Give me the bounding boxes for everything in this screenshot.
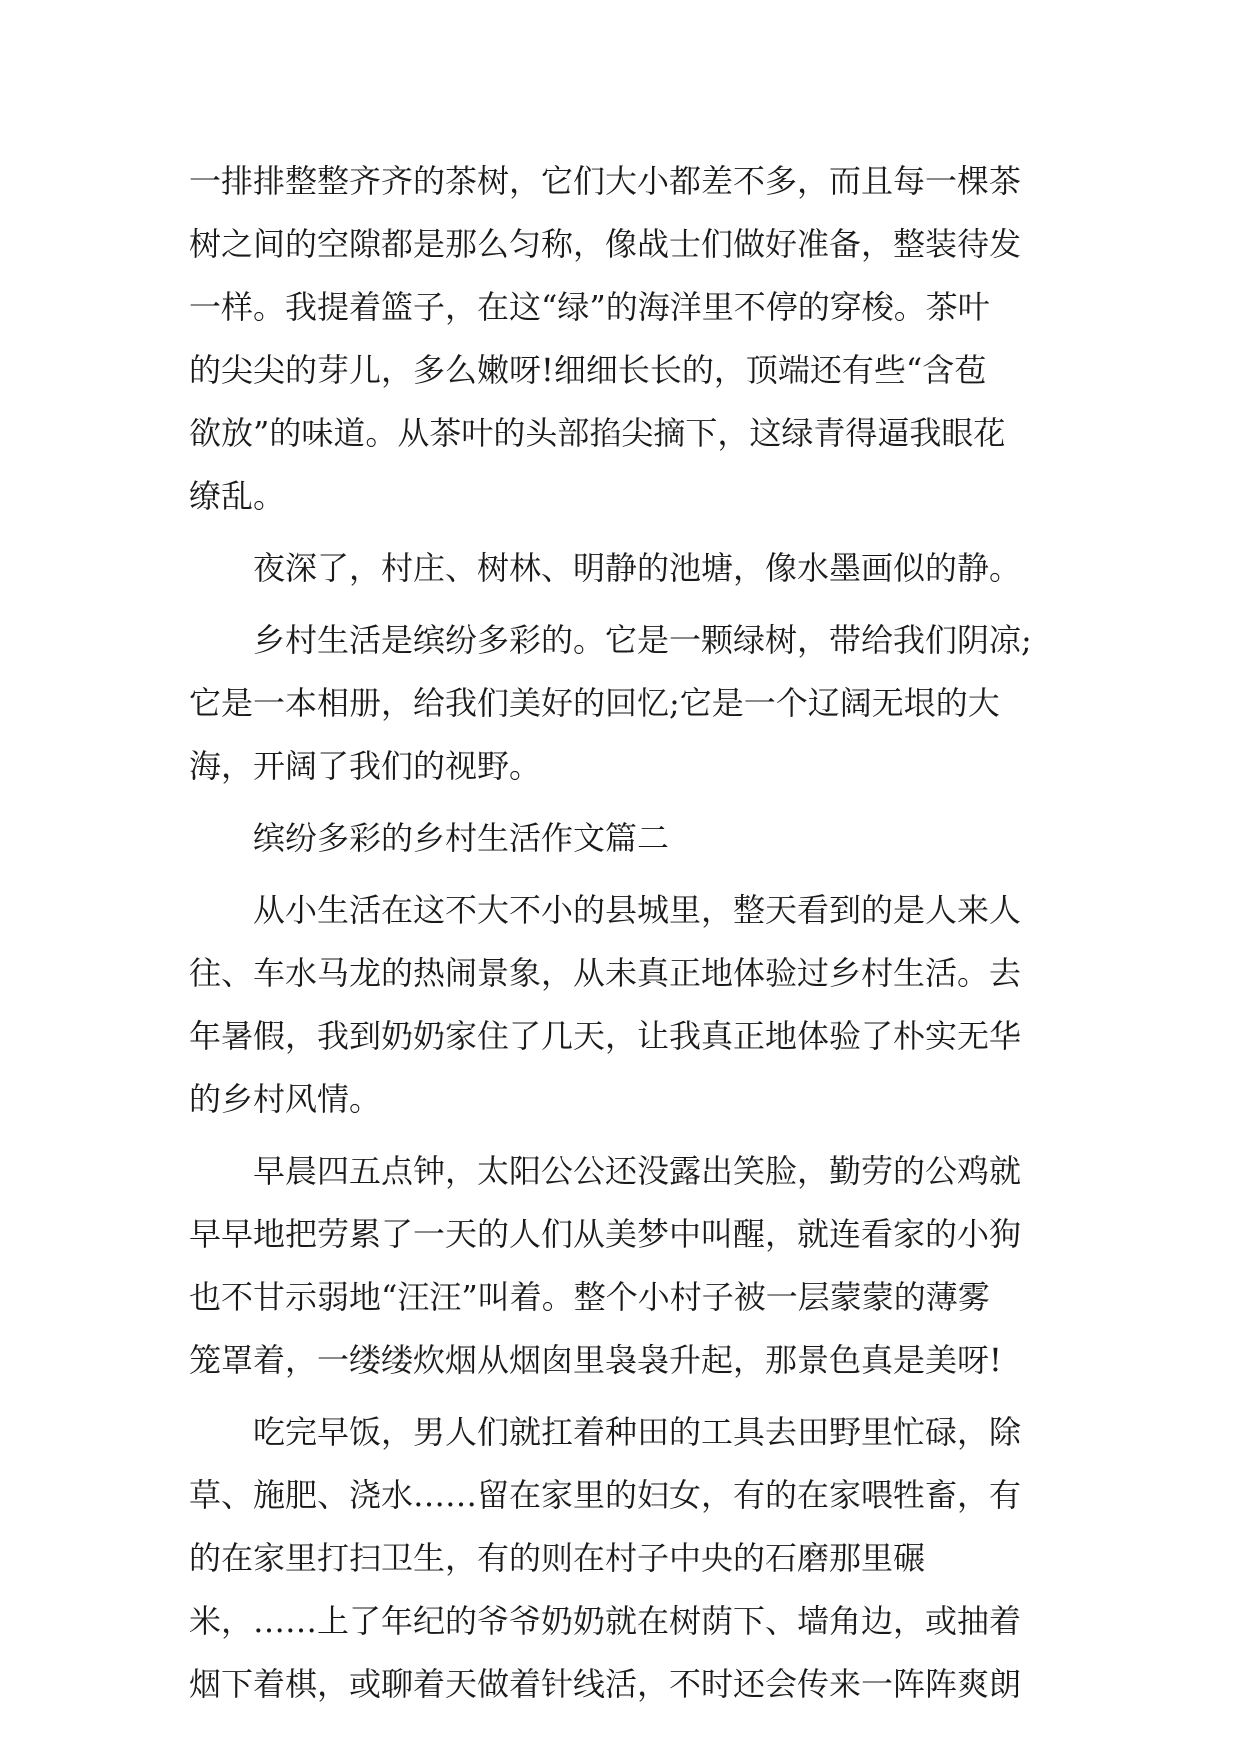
paragraph-line: 早晨四五点钟，太阳公公还没露出笑脸，勤劳的公鸡就 — [253, 1152, 1022, 1190]
paragraph-line: 夜深了，村庄、树林、明静的池塘，像水墨画似的静。 — [253, 549, 1022, 587]
text-line: 一样。我提着篮子，在这“绿”的海洋里不停的穿梭。茶叶 — [189, 288, 990, 326]
text-line: 树之间的空隙都是那么匀称，像战士们做好准备，整装待发 — [189, 225, 1022, 263]
text-line: 也不甘示弱地“汪汪”叫着。整个小村子被一层蒙蒙的薄雾 — [189, 1278, 990, 1316]
text-line: 的乡村风情。 — [189, 1080, 382, 1118]
text-line: 烟下着棋，或聊着天做着针线活，不时还会传来一阵阵爽朗 — [189, 1665, 1022, 1703]
text-line: 海，开阔了我们的视野。 — [189, 747, 542, 785]
text-line: 缭乱。 — [189, 477, 286, 515]
section-heading: 缤纷多彩的乡村生活作文篇二 — [253, 819, 670, 857]
text-line: 欲放”的味道。从茶叶的头部掐尖摘下，这绿青得逼我眼花 — [189, 414, 1006, 452]
text-line: 的在家里打扫卫生，有的则在村子中央的石磨那里碾 — [189, 1539, 926, 1577]
text-line: 年暑假，我到奶奶家住了几天，让我真正地体验了朴实无华 — [189, 1017, 1022, 1055]
text-line: 早早地把劳累了一天的人们从美梦中叫醒，就连看家的小狗 — [189, 1215, 1022, 1253]
paragraph-line: 乡村生活是缤纷多彩的。它是一颗绿树，带给我们阴凉; — [253, 621, 1032, 659]
text-line: 一排排整整齐齐的茶树，它们大小都差不多，而且每一棵茶 — [189, 162, 1022, 200]
text-line: 往、车水马龙的热闹景象，从未真正地体验过乡村生活。去 — [189, 954, 1022, 992]
paragraph-line: 从小生活在这不大不小的县城里，整天看到的是人来人 — [253, 891, 1022, 929]
text-line: 米，……上了年纪的爷爷奶奶就在树荫下、墙角边，或抽着 — [189, 1602, 1022, 1640]
text-line: 笼罩着，一缕缕炊烟从烟囱里袅袅升起，那景色真是美呀! — [189, 1341, 1002, 1379]
paragraph-line: 吃完早饭，男人们就扛着种田的工具去田野里忙碌，除 — [253, 1413, 1022, 1451]
text-line: 草、施肥、浇水……留在家里的妇女，有的在家喂牲畜，有 — [189, 1476, 1022, 1514]
text-line: 它是一本相册，给我们美好的回忆;它是一个辽阔无垠的大 — [189, 684, 1000, 722]
text-line: 的尖尖的芽儿，多么嫩呀!细细长长的，顶端还有些“含苞 — [189, 351, 987, 389]
body-text — [189, 150, 1069, 1716]
